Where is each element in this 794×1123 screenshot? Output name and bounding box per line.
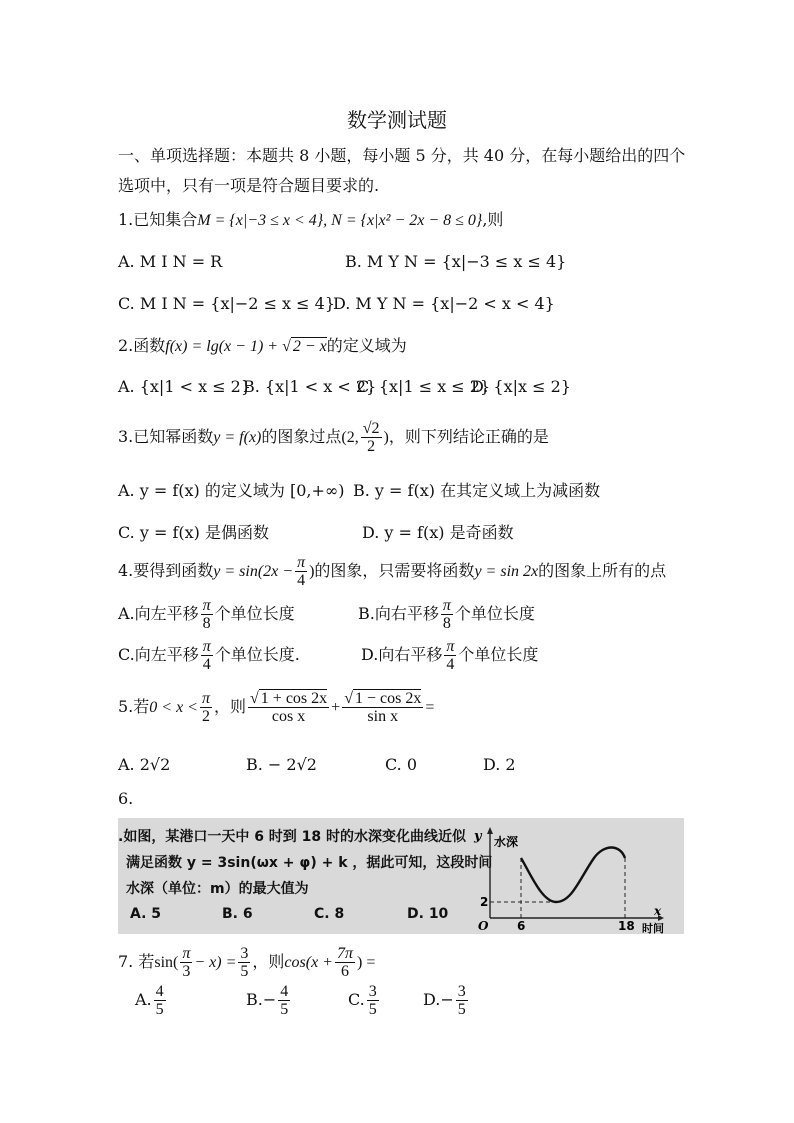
q5-option-b: B. − 2√2	[246, 755, 317, 774]
q4-option-b-den: 8	[442, 615, 451, 632]
q4-option-b-fraction	[441, 597, 453, 632]
q7-cos: cos(x +	[284, 954, 333, 971]
q5-stem-a: 5.若	[118, 697, 150, 716]
q3-stem	[118, 420, 549, 455]
q5-stem-c: ，则	[214, 697, 247, 716]
q6-option-b: B. 6	[222, 906, 253, 922]
q4-option-d-unit: 个单位长度	[458, 645, 539, 664]
q4-stem-c: )	[309, 563, 315, 580]
q7-sin-b: − x) =	[194, 954, 237, 971]
q1-option-c: C. M I N = {x|−2 ≤ x ≤ 4}	[118, 294, 336, 313]
q6-option-c: C. 8	[314, 906, 345, 922]
q4-stem-num: π	[297, 554, 306, 571]
q4-option-c	[118, 638, 300, 673]
q4-option-d-text: D.向右平移	[361, 645, 443, 664]
q7-sin-num: π	[182, 945, 191, 962]
q5-option-a: A. 2√2	[118, 755, 171, 774]
q7-option-c-fraction	[367, 983, 379, 1018]
q7-value-den: 5	[240, 963, 249, 980]
q6-line-2: 满足函数 y = 3sin(ωx + φ) + k ，据此可知，这段时间	[126, 855, 493, 871]
q6-option-d: D. 10	[407, 906, 449, 922]
q4-option-c-fraction	[201, 638, 213, 673]
q3-point-num: √2	[362, 420, 380, 437]
q5-stem	[118, 690, 434, 725]
q7-stem-a: 7. 若	[118, 952, 155, 971]
q1-option-d: D. M Y N = {x|−2 < x < 4}	[333, 294, 555, 313]
q7-option-b-label: B.−	[246, 990, 277, 1009]
q7-cos-den: 6	[340, 963, 349, 980]
q4-stem-den: 4	[297, 572, 306, 589]
q3-point-b: )	[383, 429, 389, 446]
q2-option-b: B. {x|1 < x < 2}	[243, 377, 377, 396]
q4-option-b-unit: 个单位长度	[454, 604, 535, 623]
q5-eq: =	[425, 699, 435, 716]
q2-stem-b: f(x) = lg(x − 1) +	[165, 338, 283, 355]
q2-option-c: C. {x|1 ≤ x ≤ 2}	[357, 377, 491, 396]
q5-f2-num: 1 − cos 2x	[354, 690, 422, 707]
y-axis-label: y	[474, 829, 482, 844]
q4-option-d-den: 4	[446, 656, 455, 673]
q2-stem: 2.函数f(x) = lg(x − 1) + √ 2 − x的定义域为	[118, 336, 407, 355]
q3-option-b: B. y = f(x) 在其定义域上为减函数	[353, 481, 601, 500]
q6-line-1: .如图，某港口一天中 6 时到 18 时的水深变化曲线近似	[118, 829, 467, 845]
q7-cos-num: 7π	[336, 945, 353, 962]
q1-option-a: A. M I N = R	[118, 252, 223, 271]
q4-stem-fraction	[295, 554, 307, 589]
q7-cos-fraction	[335, 945, 355, 980]
q1-stem	[118, 210, 503, 231]
q4-option-a-fraction	[201, 597, 213, 632]
q5-stem-num: π	[201, 690, 210, 707]
q7-option-a-num: 4	[155, 983, 164, 1000]
q5-f2-den: sin x	[367, 708, 399, 725]
q2-stem-a: 2.函数	[118, 336, 166, 355]
q2-option-a: A. {x|1 < x ≤ 2}	[118, 377, 252, 396]
q4-option-c-num: π	[202, 638, 211, 655]
q4-stem-f: 的图象上所有的点	[538, 561, 667, 580]
q4-option-d-fraction	[444, 638, 456, 673]
q7-option-c-num: 3	[368, 983, 377, 1000]
time-label: 时间	[642, 922, 664, 934]
q7-value-num: 3	[240, 945, 249, 962]
q7-option-c-label: C.	[348, 990, 365, 1009]
q7-option-b-fraction	[278, 983, 290, 1018]
q7-sin: sin(	[154, 954, 179, 971]
q3-stem-d: ，则下列结论正确的是	[388, 427, 549, 446]
q7-option-b-num: 4	[280, 983, 289, 1000]
x-axis-label: x	[654, 904, 662, 918]
q7-option-a	[135, 983, 168, 1018]
q3-point-den: 2	[367, 438, 376, 455]
q3-option-d: D. y = f(x) 是奇函数	[362, 523, 514, 542]
q7-option-d-fraction	[456, 983, 468, 1018]
q7-cos-b: ) =	[357, 954, 376, 971]
q7-option-d-label: D.−	[423, 990, 454, 1009]
q5-f1-num: 1 + cos 2x	[260, 690, 328, 707]
q6-water-depth-graph	[468, 818, 684, 934]
q7-sin-fraction	[180, 945, 192, 980]
page-title: 数学测试题	[347, 108, 447, 132]
q5-fraction-1: $\frac{√ 1 + \cos 2x}{\text{cos x}}$	[250, 690, 328, 725]
q2-option-d: D. {x|x ≤ 2}	[471, 377, 571, 396]
q2-stem-root: 2 − x	[292, 338, 327, 355]
q1-stem-b: M = {x|−3 ≤ x < 4}, N = {x|x² − 2x − 8 ≤ 0}	[197, 212, 483, 229]
q7-option-c-den: 5	[368, 1001, 377, 1018]
q7-sin-den: 3	[182, 963, 191, 980]
q7-option-b-den: 5	[280, 1001, 289, 1018]
q5-fraction-2: $\frac{√ 1 - \cos 2x}{\text{sin x}}$	[344, 690, 422, 725]
tick-x-6: 6	[517, 919, 526, 933]
q7-option-b	[246, 983, 292, 1018]
q7-option-d-num: 3	[457, 983, 466, 1000]
q5-stem-den: 2	[201, 708, 210, 725]
q4-option-c-unit: 个单位长度.	[214, 645, 300, 664]
q4-option-b	[358, 597, 535, 632]
q6-option-a: A. 5	[130, 906, 162, 922]
q7-option-d-den: 5	[457, 1001, 466, 1018]
section-line-1: 一、单项选择题：本题共 8 小题，每小题 5 分，共 40 分，在每小题给出的四个	[118, 146, 686, 165]
q3-option-a: A. y = f(x) 的定义域为 [0,+∞)	[118, 481, 345, 500]
q2-stem-c: 的定义域为	[326, 336, 407, 355]
q4-stem-b: y = sin(2x −	[213, 563, 294, 580]
q6-line-3: 水深（单位：m）的最大值为	[126, 881, 309, 897]
q4-option-c-den: 4	[202, 656, 211, 673]
q4-option-a-unit: 个单位长度	[214, 604, 295, 623]
q7-option-a-fraction	[154, 983, 166, 1018]
q4-option-a	[118, 597, 295, 632]
q5-plus: +	[331, 699, 341, 716]
q5-option-c: C. 0	[385, 755, 418, 774]
q4-option-a-text: A.向左平移	[118, 604, 199, 623]
q3-option-c: C. y = f(x) 是偶函数	[118, 523, 269, 542]
q7-option-a-label: A.	[135, 990, 152, 1009]
q3-stem-c: 的图象过点	[261, 427, 342, 446]
q3-stem-b: y = f(x)	[213, 429, 262, 446]
q3-point-fraction	[361, 420, 382, 455]
y-axis-arrow	[487, 827, 493, 834]
q1-stem-c: ,则	[482, 210, 504, 229]
q7-option-c	[348, 983, 381, 1018]
tick-x-18: 18	[618, 919, 635, 933]
q4-option-b-text: B.向右平移	[358, 604, 439, 623]
q4-option-a-num: π	[202, 597, 211, 614]
tick-y-2: 2	[480, 895, 489, 909]
q7-stem-b: ，则	[252, 952, 285, 971]
q4-stem-a: 4.要得到函数	[118, 561, 214, 580]
q1-option-b: B. M Y N = {x|−3 ≤ x ≤ 4}	[345, 252, 567, 271]
q5-f1-den: cos x	[271, 708, 306, 725]
q7-value-fraction	[238, 945, 250, 980]
q5-stem-b: 0 < x <	[149, 699, 198, 716]
q4-option-d	[361, 638, 538, 673]
depth-label: 水深	[494, 835, 519, 849]
q4-option-c-text: C.向左平移	[118, 645, 199, 664]
q4-option-a-den: 8	[202, 615, 211, 632]
section-line-2: 选项中，只有一项是符合题目要求的.	[118, 176, 380, 195]
q3-point-a: (2,	[341, 429, 359, 446]
q1-stem-a: 1.已知集合	[118, 210, 198, 229]
q6-number: 6.	[118, 789, 134, 808]
q5-stem-fraction	[200, 690, 212, 725]
q7-stem	[118, 945, 375, 980]
q5-option-d: D. 2	[483, 755, 516, 774]
q7-option-d	[423, 983, 470, 1018]
q3-stem-a: 3.已知幂函数	[118, 427, 214, 446]
q7-option-a-den: 5	[155, 1001, 164, 1018]
q4-stem-d: 的图象，只需要将函数	[314, 561, 475, 580]
q4-option-b-num: π	[442, 597, 451, 614]
q4-option-d-num: π	[446, 638, 455, 655]
q6-image-box	[118, 818, 684, 934]
q4-stem	[118, 554, 666, 589]
origin-label: O	[478, 919, 489, 933]
q4-stem-e: y = sin 2x	[474, 563, 539, 580]
depth-curve	[521, 848, 625, 903]
